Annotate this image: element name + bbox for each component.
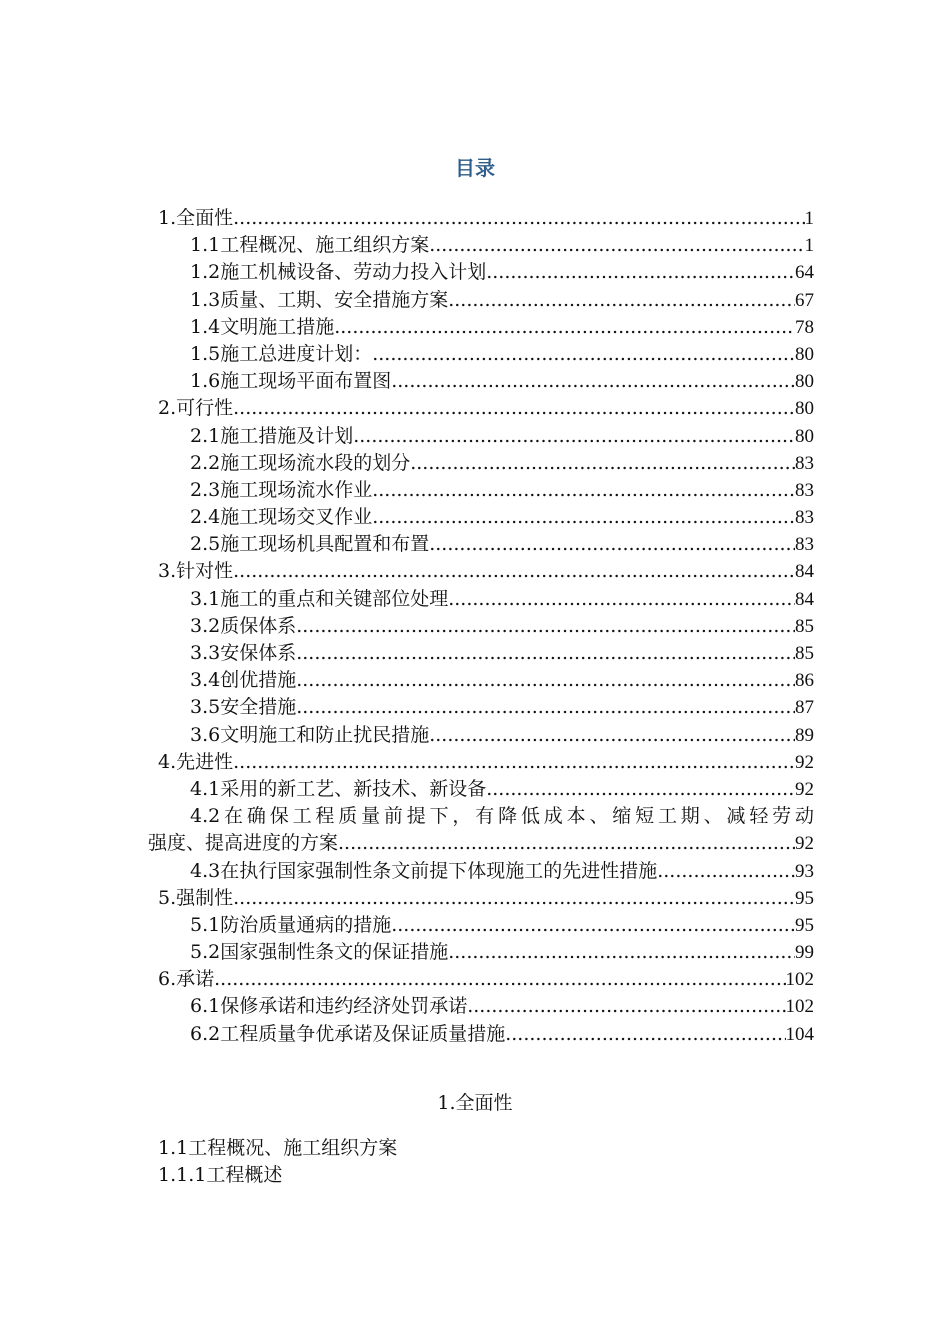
subsubsection-heading: 1.1.1工程概述 [158, 1164, 283, 1186]
dot-leader [467, 993, 785, 1020]
toc-page-number: 84 [795, 588, 814, 610]
toc-page-number: 80 [795, 343, 814, 365]
toc-entry-label: 6.1保修承诺和违约经济处罚承诺 [190, 995, 468, 1018]
dot-leader [448, 939, 795, 966]
toc-page-number: 1 [804, 208, 814, 229]
toc-page-number: 95 [795, 914, 814, 936]
toc-entry-label: 2.4施工现场交叉作业 [190, 506, 373, 529]
toc-page-number: 1 [804, 235, 814, 257]
dot-leader [334, 314, 795, 341]
dot-leader [448, 586, 795, 613]
toc-chapter-entry[interactable] [148, 885, 814, 912]
toc-page-number: 102 [785, 969, 814, 991]
toc-chapter-entry[interactable] [148, 558, 814, 585]
toc-entry-label: 1.2施工机械设备、劳动力投入计划 [190, 261, 487, 284]
toc-page-number: 102 [785, 996, 814, 1018]
dot-leader [486, 776, 795, 803]
toc-page-number: 85 [795, 643, 814, 664]
toc-section-entry[interactable] [148, 694, 814, 721]
toc-page-number: 83 [795, 479, 814, 501]
toc-section-entry[interactable] [148, 640, 814, 667]
toc-section-entry[interactable] [148, 803, 814, 857]
dot-leader [353, 423, 795, 450]
dot-leader [233, 395, 795, 422]
toc-section-entry[interactable] [148, 259, 814, 286]
toc-chapter-entry[interactable] [148, 966, 814, 993]
dot-leader [372, 477, 795, 504]
toc-entry-label: 4.3在执行国家强制性条文前提下体现施工的先进性措施 [190, 859, 658, 882]
toc-page-number: 80 [795, 398, 814, 420]
toc-page-number: 67 [795, 289, 814, 311]
toc-section-entry[interactable] [148, 912, 814, 939]
toc-section-entry[interactable] [148, 667, 814, 694]
toc-page-number: 83 [795, 452, 814, 474]
toc-entry-label: 1.3质量、工期、安全措施方案 [190, 288, 449, 311]
toc-page-number: 87 [795, 697, 814, 719]
dot-leader [391, 368, 795, 395]
toc-section-entry[interactable] [148, 477, 814, 504]
dot-leader [429, 232, 804, 259]
dot-leader [429, 722, 795, 749]
toc-section-entry[interactable] [148, 586, 814, 613]
toc-section-entry[interactable] [148, 504, 814, 531]
toc-page-number: 86 [795, 670, 814, 692]
toc-entry-label: 3.5安全措施 [190, 696, 297, 719]
dot-leader [372, 341, 795, 368]
dot-leader [296, 667, 795, 694]
toc-chapter-entry[interactable] [148, 749, 814, 776]
toc-page-number: 84 [795, 561, 814, 583]
toc-section-entry[interactable] [148, 613, 814, 640]
dot-leader [391, 912, 795, 939]
section-heading: 1.全面性 [437, 1092, 513, 1114]
toc-entry-label: 2.3施工现场流水作业 [190, 478, 373, 501]
dot-leader [296, 613, 795, 640]
dot-leader [448, 287, 795, 314]
toc-page-number: 95 [795, 887, 814, 909]
toc-entry-label: 1.1工程概况、施工组织方案 [190, 234, 430, 257]
toc-entry-label: 5.1防治质量通病的措施 [190, 913, 392, 936]
toc-entry-label: 3.4创优措施 [190, 669, 297, 692]
toc-section-entry[interactable] [148, 423, 814, 450]
toc-entry-label: 2.5施工现场机具配置和布置 [190, 533, 430, 556]
toc-section-entry[interactable] [148, 368, 814, 395]
toc-page-number: 89 [795, 724, 814, 746]
toc-entry-label: 2.2施工现场流水段的划分 [190, 451, 411, 474]
toc-section-entry[interactable] [148, 776, 814, 803]
toc-section-entry[interactable] [148, 287, 814, 314]
toc-entry-continuation [148, 830, 814, 857]
table-of-contents [148, 205, 814, 1048]
toc-section-entry[interactable] [148, 939, 814, 966]
dot-leader [233, 749, 795, 776]
toc-section-entry[interactable] [148, 314, 814, 341]
dot-leader [233, 885, 795, 912]
toc-chapter-entry[interactable] [148, 395, 814, 422]
toc-entry-label: 1.6施工现场平面布置图 [190, 370, 392, 393]
toc-entry-label: 1.5施工总进度计划： [190, 342, 373, 365]
dot-leader [410, 450, 795, 477]
dot-leader [296, 694, 795, 721]
dot-leader [338, 830, 795, 857]
dot-leader [429, 531, 795, 558]
toc-section-entry[interactable] [148, 450, 814, 477]
toc-entry-label: 6.承诺 [158, 968, 215, 991]
toc-page-number: 92 [795, 778, 814, 800]
toc-page-number: 83 [795, 507, 814, 529]
toc-entry-label: 3.1施工的重点和关键部位处理 [190, 587, 449, 610]
subsection-heading: 1.1工程概况、施工组织方案 [158, 1137, 398, 1159]
toc-entry-label: 5.强制性 [158, 886, 234, 909]
toc-entry-label: 2.1施工措施及计划 [190, 424, 354, 447]
toc-page-number: 80 [795, 425, 814, 447]
toc-section-entry[interactable] [148, 722, 814, 749]
dot-leader [486, 259, 795, 286]
toc-page-number: 93 [795, 860, 814, 882]
toc-page-number: 64 [795, 262, 814, 284]
toc-entry-label: 5.2国家强制性条文的保证措施 [190, 941, 449, 964]
toc-entry-label-continued: 强度、提高进度的方案 [148, 832, 339, 855]
dot-leader [233, 558, 795, 585]
toc-section-entry[interactable] [148, 531, 814, 558]
toc-entry-label: 1.全面性 [158, 207, 234, 229]
toc-entry-label: 4.1采用的新工艺、新技术、新设备 [190, 777, 487, 800]
dot-leader [657, 858, 795, 885]
toc-entry-label: 2.可行性 [158, 397, 234, 420]
toc-entry-label: 3.针对性 [158, 560, 234, 583]
toc-section-entry[interactable] [148, 232, 814, 259]
toc-page-number: 85 [795, 615, 814, 637]
toc-page-number: 83 [795, 534, 814, 556]
dot-leader [233, 205, 804, 232]
toc-section-entry[interactable] [148, 993, 814, 1020]
dot-leader [214, 966, 785, 993]
toc-entry-label: 3.2质保体系 [190, 614, 297, 637]
dot-leader [372, 504, 795, 531]
toc-entry-label: 6.2工程质量争优承诺及保证质量措施 [190, 1022, 506, 1045]
dot-leader [296, 640, 795, 667]
toc-title: 目录 [455, 156, 495, 180]
toc-entry-label: 4.2在确保工程质量前提下，有降低成本、缩短工期、减轻劳动 [190, 805, 814, 828]
toc-page-number: 92 [795, 833, 814, 855]
toc-section-entry[interactable] [148, 858, 814, 885]
toc-page-number: 99 [795, 942, 814, 964]
toc-page-number: 104 [785, 1023, 814, 1045]
toc-chapter-entry[interactable] [148, 205, 814, 232]
toc-entry-label: 4.先进性 [158, 750, 234, 773]
toc-section-entry[interactable] [148, 341, 814, 368]
toc-entry-label: 3.3安保体系 [190, 642, 297, 664]
toc-page-number: 80 [795, 371, 814, 393]
toc-page-number: 78 [795, 316, 814, 338]
toc-entry-label: 3.6文明施工和防止扰民措施 [190, 723, 430, 746]
toc-entry-label: 1.4文明施工措施 [190, 315, 335, 338]
toc-section-entry[interactable] [148, 1021, 814, 1048]
dot-leader [505, 1021, 785, 1048]
toc-page-number: 92 [795, 751, 814, 773]
